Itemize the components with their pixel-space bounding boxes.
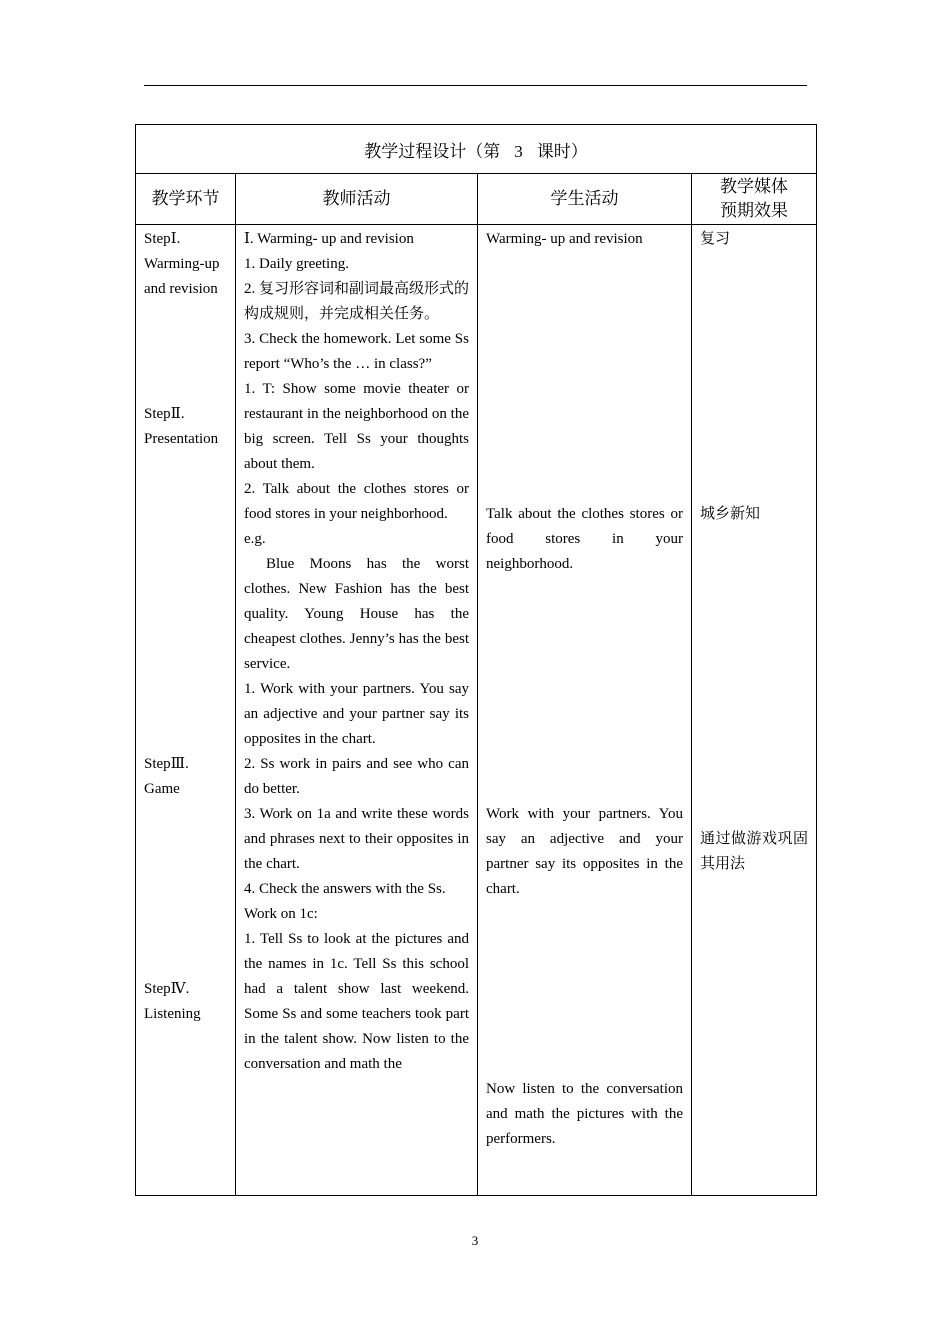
title-suffix: 课时）	[536, 141, 588, 161]
table-title	[136, 125, 817, 174]
student-step2: Talk about the clothes stores or food stores in your neighborhood.	[486, 506, 683, 572]
student-step1: Warming- up and revision	[486, 231, 643, 247]
student-column	[478, 225, 692, 1196]
teacher-step1-item2: 2. 复习形容词和副词最高级形式的构成规则，并完成相关任务。	[244, 281, 470, 322]
media-step3: 通过做游戏巩固其用法	[700, 831, 808, 872]
lesson-plan-table	[135, 124, 817, 1196]
page-number: 3	[471, 1233, 479, 1248]
teacher-step3-item3: 3. Work on 1a and write these words and phrases next to their opposites in the chart.	[244, 806, 469, 872]
header-media-line1: 教学媒体	[720, 177, 788, 196]
header-media-line2: 预期效果	[720, 201, 788, 220]
header-student: 学生活动	[478, 174, 692, 225]
title-row	[136, 125, 817, 174]
teacher-step1-title: Ⅰ. Warming- up and revision	[244, 231, 414, 247]
step4-label: StepⅣ.	[144, 981, 190, 997]
title-prefix: 教学过程设计（第	[364, 141, 501, 161]
header-media	[692, 174, 817, 225]
student-step3: Work with your partners. You say an adjective and your partner say its opposites in the chart.	[486, 806, 683, 897]
teacher-step1-item1: 1. Daily greeting.	[244, 256, 349, 272]
stage-column	[136, 225, 236, 1196]
step3-name: Game	[144, 781, 180, 797]
teacher-step3-item1: 1. Work with your partners. You say an adjective and your partner say its opposites in the chart.	[244, 681, 469, 747]
teacher-step3-item2: 2. Ss work in pairs and see who can do better.	[244, 756, 469, 797]
teacher-column	[236, 225, 478, 1196]
teacher-step1-item3: 3. Check the homework. Let some Ss report “Who’s the … in class?”	[244, 331, 469, 372]
teacher-step4-title: Work on 1c:	[244, 906, 318, 922]
media-step2: 城乡新知	[700, 506, 761, 522]
step1-label: StepⅠ.	[144, 231, 181, 247]
header-stage: 教学环节	[136, 174, 236, 225]
step2-name: Presentation	[144, 431, 219, 447]
lesson-number: 3	[514, 141, 523, 161]
header-teacher: 教师活动	[236, 174, 478, 225]
teacher-step2-item1: 1. T: Show some movie theater or restaurant in the neighborhood on the big screen. Tell Ss your thoughts about them.	[244, 381, 469, 472]
teacher-step2-item2: 2. Talk about the clothes stores or food stores in your neighborhood.	[244, 481, 469, 522]
step1-name: Warming-up and revision	[144, 256, 220, 297]
media-column	[692, 225, 817, 1196]
teacher-step4-item1: 1. Tell Ss to look at the pictures and the names in 1c. Tell Ss this school had a talent show last weekend. Some Ss and some teachers took part in the talent show. Now listen to the conversation and math the	[244, 931, 469, 1072]
teacher-step2-example: Blue Moons has the worst clothes. New Fashion has the best quality. Young House has the cheapest clothes. Jenny’s has the best service.	[244, 556, 469, 672]
content-row	[136, 225, 817, 1196]
teacher-step3-item4: 4. Check the answers with the Ss.	[244, 881, 446, 897]
step2-label: StepⅡ.	[144, 406, 185, 422]
header-rule	[144, 85, 807, 86]
media-step1: 复习	[700, 231, 731, 247]
step4-name: Listening	[144, 1006, 201, 1022]
student-step4: Now listen to the conversation and math the pictures with the performers.	[486, 1081, 683, 1147]
step3-label: StepⅢ.	[144, 756, 189, 772]
teacher-step2-eg: e.g.	[244, 531, 266, 547]
header-row	[136, 174, 817, 225]
